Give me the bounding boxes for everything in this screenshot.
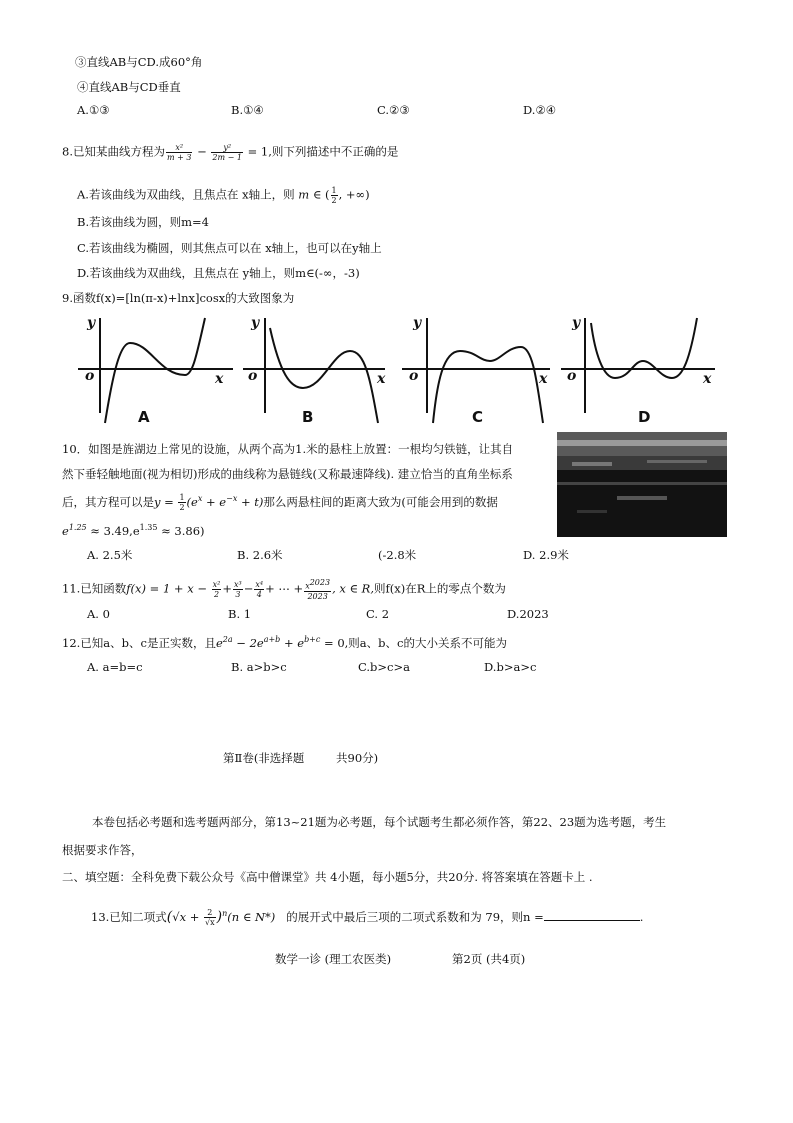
q9-graphs xyxy=(75,313,725,428)
q12-option-a: A. a=b=c xyxy=(87,660,143,674)
q10-option-c: (-2.8米 xyxy=(378,548,417,562)
q8-fraction-1: $\frac{\text{x²}}{m + 3}$ xyxy=(166,143,192,162)
graph-b-label: B xyxy=(302,408,314,426)
q11-option-b: B. 1 xyxy=(228,607,252,621)
graph-a-y-label: y xyxy=(87,315,96,331)
q7-statement-4: ④直线AB与CD垂直 xyxy=(77,80,181,94)
q10-option-b: B. 2.6米 xyxy=(237,548,283,562)
q8-option-d: D.若该曲线为双曲线，且焦点在 y轴上，则m∈(-∞，-3) xyxy=(77,266,360,280)
graph-c-origin: o xyxy=(409,368,419,384)
q8-option-c: C.若该曲线为椭圆，则其焦点可以在 x轴上，也可以在y轴上 xyxy=(77,241,382,255)
fill-in-heading: 二、填空题：全科免费下载公众号《高中僧课堂》共 4小题，每小题5分，共20分. 将答案填在答题卡上 . xyxy=(62,870,593,884)
part2-title: 第Ⅱ卷(非选择题 xyxy=(223,751,305,765)
q13-answer-blank xyxy=(544,909,640,921)
q8-stem-suffix: = 1,则下列描述中不正确的是 xyxy=(247,144,399,159)
q10-line-4-tail: ≈ 3.86) xyxy=(161,523,205,538)
q11-stem-suffix: 在R上的零点个数为 xyxy=(405,581,506,596)
q12-option-b: B. a>b>c xyxy=(231,660,287,674)
q7-option-d: D.②④ xyxy=(523,103,557,117)
q10-line-3-prefix: 后，其方程可以是 xyxy=(62,494,154,509)
graph-a-label: A xyxy=(138,408,150,426)
graph-d-label: D xyxy=(638,408,651,426)
q11-option-a: A. 0 xyxy=(87,607,110,621)
q8-option-a: A.若该曲线为双曲线，且焦点在 x轴上，则 m ∈ ( $\frac{1}{2}$ , +∞) xyxy=(77,186,370,205)
graph-d-x-label: x xyxy=(703,371,712,387)
q8-fraction-2: $\frac{\text{y²}}{2m - 1}$ xyxy=(212,143,242,162)
q9-stem: 9.函数f(x)=[ln(π-x)+lnx]cosx的大致图象为 xyxy=(62,291,295,305)
q8-option-a-text: A.若该曲线为双曲线，且焦点在 x轴上，则 xyxy=(77,187,295,202)
q7-option-a: A.①③ xyxy=(77,103,110,117)
q8-stem-prefix: 8.已知某曲线方程为 xyxy=(62,144,165,159)
part2-score: 共90分) xyxy=(336,751,379,765)
chain-photo-texture xyxy=(557,432,727,537)
q7-option-b: B.①④ xyxy=(231,103,264,117)
q13-stem: 13.已知二项式(√x + $\frac{2}{√x}$ )$^n$(n ∈ N*) 的展开式中最后三项的二项式系数和为 79，则n = . xyxy=(91,908,644,928)
graph-b-x-label: x xyxy=(377,371,386,387)
q10-line-4: $e^{1.25} \approx 3.49,e^{1.35} \approx 3.86$) xyxy=(62,523,205,538)
q12-stem-prefix: 12.已知a、b、c是正实数，且 xyxy=(62,635,216,650)
footer-subject: 数学一诊 (理工农医类) xyxy=(275,952,392,966)
q8-stem: 8.已知某曲线方程为 $\frac{\text{x²}}{m + 3}$ − $\frac{\text{y²}}{2m - 1}$ = 1,则下列描述中不正确的是 xyxy=(62,143,399,162)
graph-b-origin: o xyxy=(248,368,258,384)
graph-d-origin: o xyxy=(567,368,577,384)
q10-line-1: 10．如图是旌湖边上常见的设施，从两个高为1.米的悬柱上放置：一根均匀铁链，让其自 xyxy=(62,442,514,456)
q10-line-4-text: ≈ 3.49,e xyxy=(90,523,140,538)
q10-option-d: D. 2.9米 xyxy=(523,548,569,562)
q10-line-2: 然下垂轻触地面(视为相切)形成的曲线称为悬链线(又称最速降线). 建立恰当的直角坐标系 xyxy=(62,467,513,481)
q11-stem-prefix: 11.已知函数 xyxy=(62,581,127,596)
part2-intro-line-1: 本卷包括必考题和选考题两部分，第13~21题为必考题，每个试题考生都必须作答，第22、23题为选考题，考生 xyxy=(92,815,667,829)
q11-option-d: D.2023 xyxy=(507,607,549,621)
q12-stem-suffix: = 0,则a、b、c的大小关系不可能为 xyxy=(324,635,507,650)
graph-c-x-label: x xyxy=(539,371,548,387)
graph-d xyxy=(561,318,715,413)
q10-line-3: 后，其方程可以是y = $\frac{1}{2}$ $(e^x + e^{-x} + t)$那么两悬柱间的距离大致为(可能会用到的数据 xyxy=(62,493,498,513)
q10-option-a: A. 2.5米 xyxy=(87,548,133,562)
q7-option-c: C.②③ xyxy=(377,103,410,117)
q10-line-3-suffix: 那么两悬柱间的距离大致为(可能会用到的数据 xyxy=(263,494,498,509)
part2-intro-line-2: 根据要求作答， xyxy=(62,843,143,857)
q7-statement-3: ③直线AB与CD.成60°角 xyxy=(75,55,203,69)
q13-prefix: 13.已知二项式 xyxy=(91,909,167,924)
graph-d-y-label: y xyxy=(572,315,581,331)
footer-page-number: 第2页 (共4页) xyxy=(452,952,526,966)
q8-option-b: B.若该曲线为圆，则m=4 xyxy=(77,215,209,229)
graph-c-label: C xyxy=(472,408,484,426)
graph-a-x-label: x xyxy=(215,371,224,387)
graph-c-y-label: y xyxy=(413,315,422,331)
chain-photo xyxy=(557,432,727,537)
graph-a-origin: o xyxy=(85,368,95,384)
q12-stem: 12.已知a、b、c是正实数，且$e^{2a} - 2e^{a+b} + e^{b+c} = 0$,则a、b、c的大小关系不可能为 xyxy=(62,635,507,650)
q11-option-c: C. 2 xyxy=(366,607,390,621)
q13-suffix: 的展开式中最后三项的二项式系数和为 79，则n = xyxy=(286,909,544,924)
q12-option-c: C.b>c>a xyxy=(358,660,410,674)
graph-a xyxy=(78,318,233,423)
q12-option-d: D.b>a>c xyxy=(484,660,537,674)
q11-stem: 11.已知函数f(x) = 1 + x − $\frac{\text{x²}}{2}$ + $\frac{\text{x³}}{3}$ − $\frac{\text{x⁴}}{4}$ + ⋯ + $\frac{x^{2023}}{2023}$ , x ∈ R,则f(x)在R上的零点个数为 xyxy=(62,578,506,601)
graph-b xyxy=(243,318,385,423)
graph-b-y-label: y xyxy=(251,315,260,331)
